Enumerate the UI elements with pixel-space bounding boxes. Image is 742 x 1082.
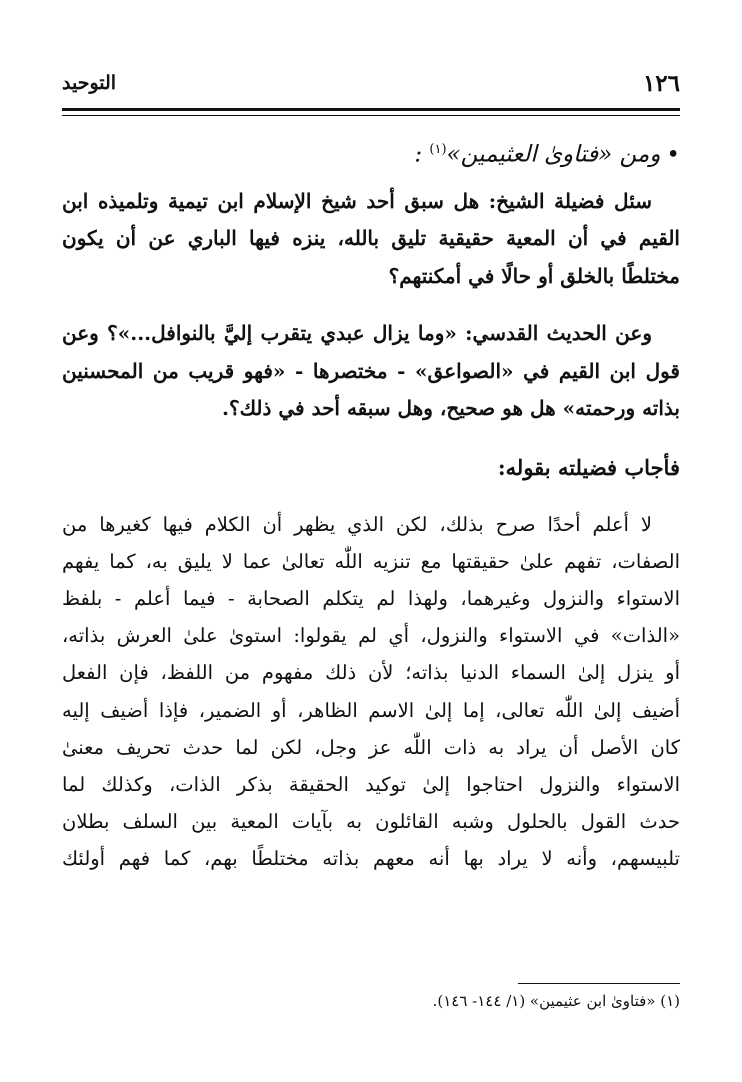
intro-colon: : xyxy=(414,141,423,168)
answer-line: أو ينزل إلىٰ السماء الدنيا بذاته؛ لأن ذلك مفهوم من اللفظ، فإن الفعل xyxy=(62,661,680,685)
intro-text: ومن «فتاوىٰ العثيمين» xyxy=(446,141,661,168)
answer-line: تلبيسهم، وأنه لا يراد بها أنه معهم بذاته مختلطًا بهم، كما فهم أولئك xyxy=(62,847,680,871)
question-paragraph: سئل فضيلة الشيخ: هل سبق أحد شيخ الإسلام ابن تيمية وتلميذه ابن القيم في أن المعية حقيقية تليق بالله، ينزه فيها الباري عن أن يكون مختلطًا بالخلق أو حالًا في أمكنتهم؟ xyxy=(62,188,680,288)
page-header xyxy=(62,70,680,100)
footnote-rule xyxy=(518,983,680,984)
header-rule-thin xyxy=(62,115,680,116)
footnote: (١) «فتاوىٰ ابن عثيمين» (١/ ١٤٤- ١٤٦). xyxy=(432,992,680,1010)
answer-line: الاستواء والنزول وغيرهما، ولهذا لم يتكلم الصحابة - فيما أعلم - بلفظ xyxy=(62,587,680,611)
running-title: التوحيد xyxy=(62,72,117,94)
answer-line: «الذات» في الاستواء والنزول، أي لم يقولوا: استوىٰ علىٰ العرش بذاته، xyxy=(62,624,680,648)
answer-line: لا أعلم أحدًا صرح بذلك، لكن الذي يظهر أن الكلام فيها كغيرها من xyxy=(62,512,652,536)
answer-line: الصفات، تفهم علىٰ حقيقتها مع تنزيه اللّٰه تعالىٰ عما لا يليق به، كما يفهم xyxy=(62,549,680,573)
answer-line: أضيف إلىٰ اللّٰه تعالى، إما إلىٰ الاسم الظاهر، أو الضمير، فإذا أضيف إليه xyxy=(62,698,680,722)
answer-line: كان الأصل أن يراد به ذات اللّٰه عز وجل، لكن لما حدث تحريف معنىٰ xyxy=(62,735,680,759)
footnote-ref: (١) xyxy=(429,142,447,157)
question-paragraph: وعن الحديث القدسي: «وما يزال عبدي يتقرب إليَّ بالنوافل...»؟ وعن قول ابن القيم في «الصواعق» - مختصرها - «فهو قريب من المحسنين بذاته ورحمته» هل هو صحيح، وهل سبقه أحد في ذلك؟. xyxy=(62,321,680,421)
bullet-icon: • xyxy=(666,141,680,168)
intro-line xyxy=(62,130,680,175)
answer-paragraph xyxy=(62,506,680,878)
answer-heading: فأجاب فضيلته بقوله: xyxy=(497,454,680,480)
main-content xyxy=(62,130,680,878)
header-rule-thick xyxy=(62,108,680,111)
answer-line: حدث القول بالحلول وشبه القائلون به بآيات المعية بين السلف بطلان xyxy=(62,810,680,834)
page-number: ١٢٦ xyxy=(642,70,680,97)
answer-line: الاستواء والنزول احتاجوا إلىٰ توكيد الحقيقة بذكر الذات، وكذلك لما xyxy=(62,773,680,797)
